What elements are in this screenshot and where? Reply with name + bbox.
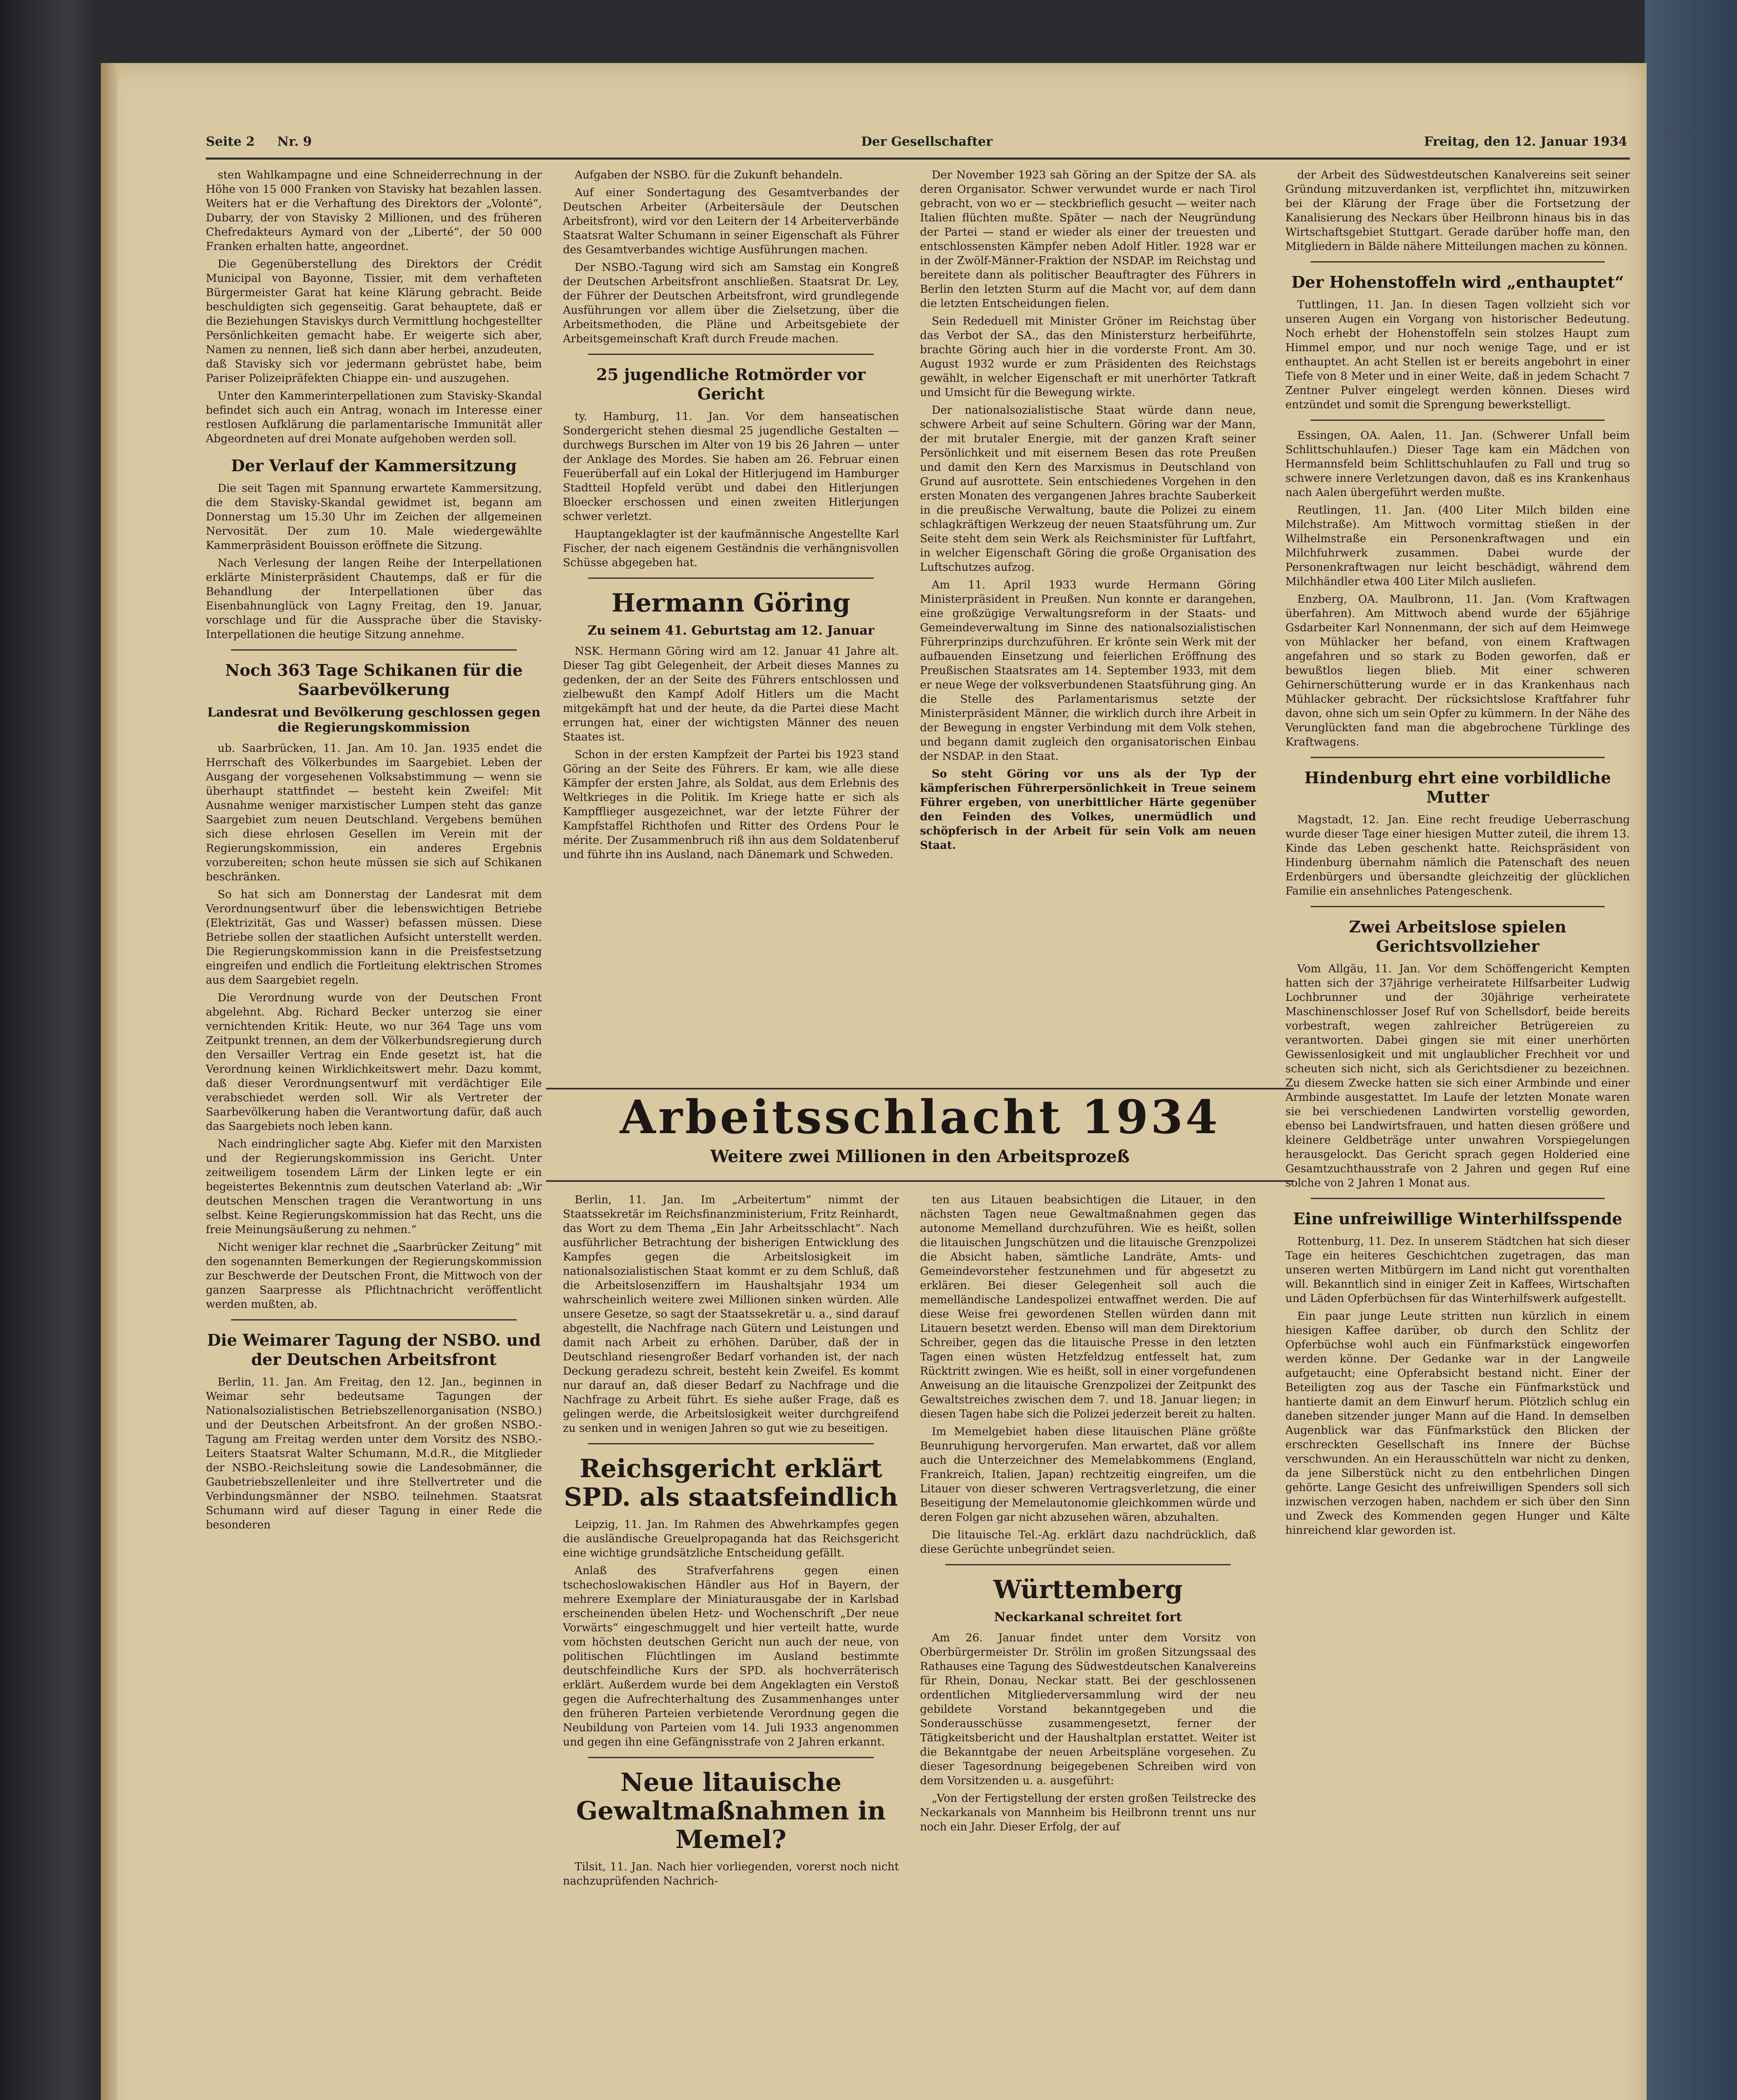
banner-rule-bottom — [546, 1180, 1294, 1182]
paragraph: Essingen, OA. Aalen, 11. Jan. (Schwerer Unfall beim Schlittschuhlaufen.) Dieser Tage kam ein Mädchen von Hermannsfeld beim Schlittschuhlaufen zu Fall und trug so schwere innere Verletzungen davon, daß es ins Krankenhaus nach Aalen übergeführt werden mußte. — [1285, 429, 1630, 499]
paragraph: „Von der Fertigstellung der ersten großen Teilstrecke des Neckarkanals von Mannheim bis Heilbronn trennt uns nur noch ein Jahr. Dieser Erfolg, der auf — [920, 1792, 1256, 1833]
paragraph: Am 11. April 1933 wurde Hermann Göring Ministerpräsident in Preußen. Nun konnte er darangehen, eine großzügige Verwaltungsreform in der Staats- und Gemeindeverwaltung im Sinne des nationalsozialistischen Führerprinzips durchzuführen. Er krönte sein Werk mit der aufbauenden Einsetzung und feierlichen Eröffnung des Preußischen Staatsrates am 14. September 1933, mit dem er neue Wege der volksverbundenen Staatsführung ging. An die Stelle des Parlamentarismus setzte der Ministerpräsident Männer, die wirklich durch ihre Arbeit in der Bewegung in engster Verbindung mit dem Volk stehen, und begann damit zugleich den organisatorischen Einbau der NSDAP. in den Staat. — [920, 579, 1256, 763]
adjacent-page-text: Seite — [1663, 127, 1690, 139]
headline: Der Verlauf der Kammersitzung — [231, 456, 517, 475]
paragraph: ten aus Litauen beabsichtigen die Litauer, in den nächsten Tagen neue Gewaltmaßnahmen gegen das autonome Memelland durchzuführen. Wie es heißt, sollen die litauischen Jungschützen und die litauische Grenzpolizei die Absicht haben, sämtliche Landräte, Amts- und Gemeindevorsteher festzunehmen und für abgesetzt zu erklären. Bei dieser Gelegenheit soll auch die memelländische Landespolizei entwaffnet werden. Die auf diese Weise frei gewordenen Stellen würden dann mit Litauern besetzt werden. Ebenso will man dem Direktorium Schreiber, gegen das die litauische Presse in den letzten Tagen einen wüsten Hetzfeldzug entfesselt hat, zum Rücktritt zwingen. Wie es heißt, soll in einer vorgefundenen Anweisung an die litauische Grenzpolizei der Zeitpunkt des Gewaltstreiches zwischen dem 7. und 18. Januar liegen; in diesen Tagen habe sich die Polizei jederzeit bereit zu halten. — [920, 1194, 1256, 1420]
paragraph: So steht Göring vor uns als der Typ der kämpferischen Führerpersönlichkeit in Treue seinem Führer ergeben, von unerbittlicher Härte gegenüber den Feinden des Volkes, unermüdlich und schöpferisch in der Arbeit für sein Volk am neuen Staat. — [920, 768, 1256, 852]
paragraph: Magstadt, 12. Jan. Eine recht freudige Ueberraschung wurde dieser Tage einer hiesigen Mutter zuteil, die ihrem 13. Kinde das Leben geschenkt hatte. Reichspräsident von Hindenburg übernahm nämlich die Patenschaft des neuen Erdenbürgers und übersandte gleichzeitig der glücklichen Familie ein ansehnliches Patengeschenk. — [1285, 814, 1630, 898]
section-title: Württemberg — [993, 1575, 1183, 1604]
subheadline: Zu seinem 41. Geburtstag am 12. Januar — [587, 623, 875, 638]
separator — [588, 354, 874, 355]
paragraph: Anlaß des Strafverfahrens gegen einen tschechoslowakischen Händler aus Hof in Bayern, der mehrere Exemplare der Miniaturausgabe der in Karlsbad erscheinenden übelen Hetz- und Wochenschrift „Der neue Vorwärts“ eingeschmuggelt und hier verteilt hatte, wurde vom höchsten deutschen Gericht nun auch der neue, von politischen Flüchtlingen im Ausland bestimmte deutschfeindliche Kurs der SPD. als hochverräterisch erklärt. Außerdem wurde bei dem Angeklagten ein Verstoß gegen die Aufrechterhaltung des Zusammenhanges unter den früheren Parteien verbietende Verordnung gegen die Neubildung von Parteien vom 14. Juli 1933 angenommen und gegen ihn eine Gefängnisstrafe von 2 Jahren erkannt. — [563, 1564, 899, 1748]
issue-number: Nr. 9 — [277, 134, 312, 149]
headline: Zwei Arbeitslose spielen Gerichtsvollzieher — [1349, 917, 1566, 956]
paragraph: Reutlingen, 11. Jan. (400 Liter Milch bilden eine Milchstraße). Am Mittwoch vormittag stießen in der Wilhelmstraße ein Personenkraftwagen und ein Milchfuhrwerk zusammen. Dabei wurde der Personenkraftwagen nur leicht beschädigt, während dem Milchhändler etwa 400 Liter Milch ausliefen. — [1285, 504, 1630, 588]
paragraph: Die litauische Tel.-Ag. erklärt dazu nachdrücklich, daß diese Gerüchte unbegründet seien. — [920, 1529, 1256, 1556]
column-2-bottom — [563, 1193, 899, 1892]
subheadline: Landesrat und Bevölkerung geschlossen gegen die Regierungskommission — [207, 705, 541, 735]
page-number: Seite 2 — [206, 134, 255, 149]
paragraph: Der nationalsozialistische Staat würde dann neue, schwere Arbeit auf seine Schultern. Göring war der Mann, der mit brutaler Energie, mit der ganzen Kraft seiner Persönlichkeit und mit eisernem Besen das rote Preußen und damit den Kern des Marxismus in Deutschland von Grund auf ausrottete. Sein entschiedenes Vorgehen in den ersten Monaten des vergangenen Jahres brachte Sauberkeit in die preußische Verwaltung, baute die Polizei zu einem schlagkräftigen Werkzeug der neuen Staatsführung um. Zur Seite steht dem sein Werk als Reichsminister für Luftfahrt, in welcher Eigenschaft Göring die große Organisation des Luftschutzes aufzog. — [920, 404, 1256, 574]
paragraph: Die seit Tagen mit Spannung erwartete Kammersitzung, die dem Stavisky-Skandal gewidmet ist, begann am Donnerstag um 15.30 Uhr im Zeichen der allgemeinen Nervosität. Der zum 10. Male wiedergewählte Kammerpräsident Bouisson eröffnete die Sitzung. — [206, 482, 542, 552]
paragraph: Vom Allgäu, 11. Jan. Vor dem Schöffengericht Kempten hatten sich der 37jährige verheiratete Hilfsarbeiter Ludwig Lochbrunner und der 30jährige verheiratete Maschinenschlosser Josef Ruf von Schellsdorf, beide bereits vorbestraft, wegen zahlreicher Betrügereien zu verantworten. Dabei gingen sie mit einer unerhörten Gewissenlosigkeit und mit unglaublicher Frechheit vor und scheuten sich nicht, sich als Gerichtsdiener zu bezeichnen. Zu diesem Zwecke hatten sie sich einer Armbinde und einer Armbinde ausgestattet. Im Laufe der letzten Monate waren sie bei verschiedenen Landwirten vorstellig geworden, ebenso bei Landwirtsfrauen, und hatten diesen größere und kleinere Geldbeträge unter unwahren Vorspiegelungen herausgelockt. Das Gericht sprach gegen Holderied eine Gesamtzuchthausstrafe von 2 Jahren und gegen Ruf eine solche von 2 Jahren 1 Monat aus. — [1285, 963, 1630, 1189]
separator — [945, 1564, 1231, 1565]
separator — [1311, 757, 1605, 758]
paragraph: Sein Rededuell mit Minister Gröner im Reichstag über das Verbot der SA., das den Ministersturz herbeiführte, brachte Göring auch hier in die vorderste Front. Am 30. August 1932 wurde er zum Präsidenten des Reichstags gewählt, in welcher Eigenschaft er mit unerhörter Tatkraft und Umsicht für die Bewegung wirkte. — [920, 315, 1256, 399]
headline: Eine unfreiwillige Winterhilfsspende — [1293, 1209, 1622, 1228]
masthead-name: Der Gesellschafter — [861, 134, 993, 149]
paragraph: Im Memelgebiet haben diese litauischen Pläne größte Beunruhigung hervorgerufen. Man erwartet, daß vor allem auch die Unterzeichner des Memelabkommens (England, Frankreich, Italien, Japan) rechtzeitig eingreifen, um die Litauer von dieser schweren Vertragsverletzung, die einer Beseitigung der Memelautonomie gleichkommen würde und deren Folgen gar nicht abzusehen wären, abzuhalten. — [920, 1425, 1256, 1524]
paragraph: Der NSBO.-Tagung wird sich am Samstag ein Kongreß der Deutschen Arbeitsfront anschließen. Staatsrat Dr. Ley, der Führer der Deutschen Arbeitsfront, wird grundlegende Ausführungen vor allem über die Zielsetzung, über die Arbeitsmethoden, die Pläne und Arbeitsgebiete der Arbeitsgemeinschaft Kraft durch Freude machen. — [563, 261, 899, 345]
book-board-edge — [1645, 0, 1737, 2100]
paragraph: Ein paar junge Leute stritten nun kürzlich in einem hiesigen Kaffee darüber, ob durch den Schlitz der Opferbüchse wohl auch ein Fünfmarkstück eingeworfen werden könne. Der Gedanke war in der Langweile aufgetaucht; eine Opferabsicht bestand nicht. Einer der Beteiligten zog aus der Tasche ein Fünfmarkstück und hantierte damit an dem Einwurf herum. Plötzlich schlug ein daneben sitzender junger Mann auf die Hand. In demselben Augenblick war das Fünfmarkstück den Blicken der erschreckten Gesellschaft ins Innere der Büchse verschwunden. An ein Herausschütteln war nicht zu denken, da jene Silberstück nicht zu den entbehrlichen Dingen gehörte. Lange Gesicht des unfreiwilligen Spenders soll sich inzwischen verzogen haben, nachdem er sich über den Sinn und Zweck des Kommenden gegen Hunger und Kälte hinreichend klar geworden ist. — [1285, 1310, 1630, 1537]
paragraph: Berlin, 11. Jan. Am Freitag, den 12. Jan., beginnen in Weimar sehr bedeutsame Tagungen der Nationalsozialistischen Betriebszellenorganisation (NSBO.) und der Deutschen Arbeitsfront. An der großen NSBO.-Tagung am Freitag werden unter dem Vorsitz des NSBO.-Leiters Staatsrat Walter Schumann, M.d.R., die Mitglieder der NSBO.-Reichsleitung sowie die Landesobmänner, die Gaubetriebszellenleiter und ihre Stellvertreter und die Verbindungsmänner der NSBO. teilnehmen. Staatsrat Schumann wird auf dieser Tagung in einer Rede die besonderen — [206, 1376, 542, 1531]
column-3-bottom — [920, 1193, 1256, 1838]
paragraph: ty. Hamburg, 11. Jan. Vor dem hanseatischen Sondergericht stehen diesmal 25 jugendliche Gestalten — durchwegs Burschen im Alter von 19 bis 26 Jahren — unter der Anklage des Mordes. Sie haben am 26. Februar einen Feuerüberfall auf ein Lokal der Hitlerjugend im Hamburger Stadtteil Hopfeld verübt und dabei den Hitlerjungen Bloecker erschossen und einen zweiten Hitlerjungen schwer verletzt. — [563, 410, 899, 523]
separator — [1311, 1198, 1605, 1199]
column-2-top — [563, 168, 899, 865]
paragraph: sten Wahlkampagne und eine Schneiderrechnung in der Höhe von 15 000 Franken von Stavisky hat bezahlen lassen. Weiters hat er die Verhaftung des Direktors der „Volonté“, Dubarry, der von Stavisky 2 Millionen, und des früheren Chefredakteurs Aymard von der „Liberté“, der 50 000 Franken erhalten hatte, angeordnet. — [206, 169, 542, 253]
paragraph: Leipzig, 11. Jan. Im Rahmen des Abwehrkampfes gegen die ausländische Greuelpropaganda hat das Reichsgericht eine wichtige grundsätzliche Entscheidung gefällt. — [563, 1518, 899, 1559]
paragraph: Nicht weniger klar rechnet die „Saarbrücker Zeitung“ mit den sogenannten Bemerkungen der Regierungskommission zur Beschwerde der Deutschen Front, die Mittwoch von der ganzen Saarpresse als Pflichtnachricht veröffentlicht werden mußten, ab. — [206, 1241, 542, 1311]
headline: Der Hohenstoffeln wird „enthauptet“ — [1291, 273, 1624, 291]
column-3-top — [920, 168, 1256, 856]
separator — [231, 1319, 517, 1320]
separator — [588, 578, 874, 579]
page-edge — [101, 63, 118, 2100]
separator — [588, 1757, 874, 1758]
headline: Reichsgericht erklärt SPD. als staatsfeindlich — [564, 1454, 898, 1512]
column-4 — [1285, 168, 1630, 1541]
separator — [1311, 420, 1605, 421]
headline: Hindenburg ehrt eine vorbildliche Mutter — [1304, 768, 1611, 806]
paragraph: Tilsit, 11. Jan. Nach hier vorliegenden, vorerst noch nicht nachzuprüfenden Nachrich- — [563, 1861, 899, 1887]
paragraph: Am 26. Januar findet unter dem Vorsitz von Oberbürgermeister Dr. Strölin im großen Sitzungssaal des Rathauses eine Tagung des Südwestdeutschen Kanalvereins für Rhein, Donau, Neckar statt. Bei der geschlossenen ordentlichen Mitgliederversammlung wird der neu gebildete Vorstand bekanntgegeben und die Sonderausschüsse zusammengesetzt, ferner der Tätigkeitsbericht und der Haushaltplan erstattet. Weiter ist die Bekanntgabe der neuen Arbeitspläne vorgesehen. Zu dieser Tagesordnung beigegebenen Schreiben wird von dem Vorsitzenden u. a. ausgeführt: — [920, 1632, 1256, 1787]
column-1 — [206, 168, 542, 1536]
paragraph: der Arbeit des Südwestdeutschen Kanalvereins seit seiner Gründung mitzuverdanken ist, verpflichtet ihn, mitzuwirken bei der Klärung der Frage über die Fortsetzung der Kanalisierung des Neckars über Heilbronn hinaus bis in das Wirtschaftsgebiet Stuttgart. Gerade darüber hoffe man, den Mitgliedern in Bälde nähere Mitteilungen machen zu können. — [1285, 169, 1630, 253]
separator — [588, 1443, 874, 1444]
paragraph: So hat sich am Donnerstag der Landesrat mit dem Verordnungsentwurf über die lebenswichtigen Betriebe (Elektrizität, Gas und Wasser) befassen müssen. Diese Betriebe sollen der staatlichen Aufsicht unterstellt werden. Die Regierungskommission kann in die Preisfestsetzung eingreifen und endlich die Fortleitung elektrischen Stromes aus dem Saargebiet regeln. — [206, 888, 542, 987]
paragraph: Unter den Kammerinterpellationen zum Stavisky-Skandal befindet sich auch ein Antrag, wonach im Interesse einer restlosen Aufklärung die parlamentarische Immunität aller Abgeordneten auf drei Monate aufgehoben werden soll. — [206, 390, 542, 445]
headline: Noch 363 Tage Schikanen für die Saarbevölkerung — [225, 661, 523, 699]
paragraph: Enzberg, OA. Maulbronn, 11. Jan. (Vom Kraftwagen überfahren). Am Mittwoch abend wurde der 65jährige Gsdarbeiter Karl Nonnenmann, der sich auf dem Heimwege von Mühlacker her befand, von einem Kraftwagen angefahren und so stark zu Boden geworfen, daß er bewußtlos liegen blieb. Mit einer schweren Gehirnerschütterung wurde er in das Krankenhaus nach Mühlacker gebracht. Der rücksichtslose Kraftfahrer fuhr davon, ohne sich um sein Opfer zu kümmern. In der Nähe des Verunglückten fand man die abgebrochene Türklinge des Kraftwagens. — [1285, 593, 1630, 748]
paragraph: Hauptangeklagter ist der kaufmännische Angestellte Karl Fischer, der nach eigenem Geständnis die verhängnisvollen Schüsse abgegeben hat. — [563, 528, 899, 569]
headline: 25 jugendliche Rotmörder vor Gericht — [596, 365, 866, 403]
banner-rule-top — [546, 1088, 1294, 1089]
binding-background — [0, 0, 97, 2100]
separator — [1311, 906, 1605, 907]
paragraph: Rottenburg, 11. Dez. In unserem Städtchen hat sich dieser Tage ein heiteres Geschichtchen zugetragen, das man unseren werten Mitbürgern im Land nicht gut vorenthalten will. Bekanntlich sind in einiger Zeit in Kaffees, Wirtschaften und Läden Opferbüchsen für das Winterhilfswerk aufgestellt. — [1285, 1235, 1630, 1305]
separator — [1311, 261, 1605, 262]
paragraph: Nach Verlesung der langen Reihe der Interpellationen erklärte Ministerpräsident Chautemps, daß er für die Behandlung der Interpellationen über das Eisenbahnunglück von Lagny Freitag, den 19. Januar, vorschlage und für die Aussprache über die Stavisky-Interpellationen die heutige Sitzung annehme. — [206, 557, 542, 641]
paragraph: ub. Saarbrücken, 11. Jan. Am 10. Jan. 1935 endet die Herrschaft des Völkerbundes im Saargebiet. Leben der Ausgang der vorgesehenen Volksabstimmung — wenn sie überhaupt stattfindet — besteht kein Zweifel: Mit Ausnahme weniger marxistischer Lumpen steht das ganze Saargebiet zum neuen Deutschland. Vergebens bemühen sich diese ehrlosen Gesellen im Verein mit der Regierungskommission, ein anderes Ergebnis vorzubereiten; schon heute müssen sie sich auf Schikanen beschränken. — [206, 742, 542, 883]
paragraph: Die Gegenüberstellung des Direktors der Crédit Municipal von Bayonne, Tissier, mit dem verhafteten Bürgermeister Garat hat keine Klärung gebracht. Beide beschuldigten sich gegenseitig. Garat behauptete, daß er die Beziehungen Staviskys durch Vermittlung hochgestellter Persönlichkeiten gemacht habe. Er weigerte sich aber, Namen zu nennen, ließ sich dann aber herbei, anzudeuten, daß Stavisky sich vor jedermann gebrüstet habe, beim Pariser Polizeipräfekten Chiappe ein- und auszugehen. — [206, 258, 542, 385]
paragraph: Der November 1923 sah Göring an der Spitze der SA. als deren Organisator. Schwer verwundet wurde er nach Tirol gebracht, von wo er — steckbrieflich gesucht — weiter nach Italien flüchten mußte. Später — nach der Neugründung der Partei — stand er wieder als einer der treuesten und entschlossensten Kämpfer neben Adolf Hitler. 1928 war er in der Zwölf-Männer-Fraktion der NSDAP. im Reichstag und bereitete dann als politischer Beauftragter des Führers in Berlin den letzten Sturm auf die Macht vor, auf dem dann die letzten Entscheidungen fielen. — [920, 169, 1256, 310]
paragraph: Nach eindringlicher sagte Abg. Kiefer mit den Marxisten und der Regierungskommission ins Gericht. Unter zeitweiligem tosendem Lärm der Linken legte er ein begeistertes Bekenntnis zum deutschen Vaterland ab: „Wir deutschen Menschen tragen die Verantwortung in uns selbst. Keine Regierungskommission hat das Recht, uns die freie Meinungsäußerung zu nehmen.“ — [206, 1138, 542, 1236]
headline: Neue litauische Gewaltmaßnahmen in Memel? — [576, 1768, 886, 1854]
paragraph: Auf einer Sondertagung des Gesamtverbandes der Deutschen Arbeiter (Arbeitersäule der Deutschen Arbeitsfront), wird vor den Leitern der 14 Arbeiterverbände Staatsrat Walter Schumann in seiner Eigenschaft als Führer des Gesamtverbandes wichtige Ausführungen machen. — [563, 186, 899, 256]
issue-date: Freitag, den 12. Januar 1934 — [1424, 134, 1627, 149]
headline: Die Weimarer Tagung der NSBO. und der Deutschen Arbeitsfront — [207, 1331, 541, 1369]
headline: Hermann Göring — [611, 588, 851, 618]
paragraph: Schon in der ersten Kampfzeit der Partei bis 1923 stand Göring an der Seite des Führers. Er kam, wie alle diese Kämpfer der ersten Jahre, als Soldat, aus dem Erlebnis des Weltkrieges in die Politik. Im Kriege hatte er sich als Kampfflieger ausgezeichnet, war der letzte Führer der Kampfstaffel Richthofen und Ritter des Ordens Pour le mérite. Der Zusammenbruch riß ihn aus dem Soldatenberuf und führte ihn ins Ausland, nach Dänemark und Schweden. — [563, 748, 899, 861]
header-rule — [206, 158, 1630, 160]
separator — [231, 649, 517, 651]
paragraph: Aufgaben der NSBO. für die Zukunft behandeln. — [575, 169, 843, 181]
paragraph: Tuttlingen, 11. Jan. In diesen Tagen vollzieht sich vor unseren Augen ein Vorgang von historischer Bedeutung. Noch erhebt der Hohenstoffeln sein stolzes Haupt zum Himmel empor, und nur noch wenige Tage, und er ist enthauptet. An acht Stellen ist er bereits angebohrt in einer Tiefe von 8 Meter und in einer Weite, daß in jedem Schacht 7 Zentner Pulver eingelegt werden können. Dieses wird entzündet und somit die Sprengung bewerkstelligt. — [1285, 299, 1630, 411]
page-header — [206, 134, 1630, 151]
banner-subtitle: Weitere zwei Millionen in den Arbeitsprozeß — [710, 1147, 1130, 1166]
paragraph: Berlin, 11. Jan. Im „Arbeitertum“ nimmt der Staatssekretär im Reichsfinanzministerium, Fritz Reinhardt, das Wort zu dem Thema „Ein Jahr Arbeitsschlacht“. Nach ausführlicher Betrachtung der bisherigen Entwicklung des Kampfes gegen die Arbeitslosigkeit im nationalsozialistischen Staat kommt er zu dem Schluß, daß die Arbeitslosenziffern im Haushaltsjahr 1934 um wahrscheinlich weitere zwei Millionen sinken würden. Alle unsere Gesetze, so sagt der Staatssekretär u. a., sind darauf abgestellt, die Nachfrage nach Gütern und Leistungen und damit nach Arbeit zu erhöhen. Darüber, daß der in Deutschland riesengroßer Bedarf vorhanden ist, der nach Deckung geradezu schreit, besteht kein Zweifel. Es kommt nur darauf an, daß dieser Bedarf zu Nachfrage und die Nachfrage zu Arbeit führt. Es siehe außer Frage, daß es gelingen werde, die Arbeitslosigkeit weiter durchgreifend zu senken und in wenigen Jahren so gut wie zu beseitigen. — [563, 1194, 899, 1435]
paragraph: Die Verordnung wurde von der Deutschen Front abgelehnt. Abg. Richard Becker unterzog sie einer vernichtenden Kritik: Heute, wo nur 364 Tage uns vom Zeitpunkt trennen, an dem der Völkerbundsregierung durch den Versailler Vertrag ein Ende gesetzt ist, hat die Verordnung keinen Wirklichkeitswert mehr. Dazu kommt, daß dieser Verordnungsentwurf mit verdächtiger Eile verabschiedet werden soll. Wir als Vertreter der Saarbevölkerung haben die Verantwortung dafür, daß auch das Saargebiets noch leben kann. — [206, 992, 542, 1133]
subheadline: Neckarkanal schreitet fort — [994, 1610, 1182, 1625]
banner — [563, 1092, 1277, 1167]
paragraph: NSK. Hermann Göring wird am 12. Januar 41 Jahre alt. Dieser Tag gibt Gelegenheit, der Arbeit dieses Mannes zu gedenken, der an der Seite des Führers entschlossen und zielbewußt den Kampf Adolf Hitlers um die Macht mitgekämpft hat und der heute, da die Partei diese Macht errungen hat, einer der wichtigsten Männer des neuen Staates ist. — [563, 645, 899, 743]
banner-title: Arbeitsschlacht 1934 — [620, 1090, 1220, 1144]
